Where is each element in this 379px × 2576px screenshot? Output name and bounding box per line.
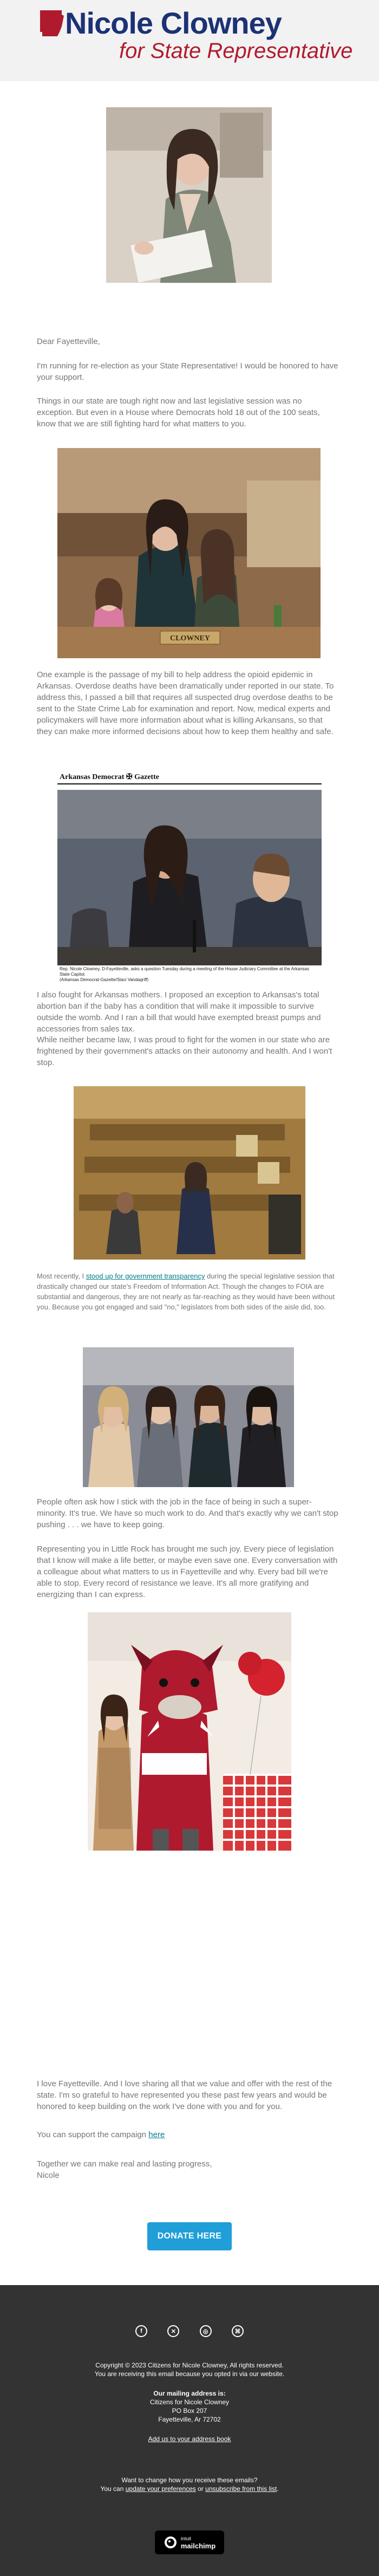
portrait-photo <box>106 107 272 283</box>
instagram-icon[interactable]: ◎ <box>200 2325 212 2337</box>
footer-po-box: PO Box 207 <box>172 2407 207 2415</box>
supporters-group-photo <box>83 1347 294 1487</box>
mailchimp-icon <box>164 2535 178 2549</box>
razorback-mascot-photo <box>88 1612 291 1851</box>
email-footer <box>0 2285 379 2576</box>
paragraph-foia: Most recently, I stood up for government transparency during the special legislative session that drastically changed our state's Freedom of Information Act. Though the changes to FOIA are substantial and dangerous, they are not nearly as far-reaching as they would have been without you. Because you got engaged and said "no," legislators from both sides of the aisle did, too. <box>37 1272 335 1311</box>
donate-button[interactable]: DONATE HERE <box>147 2222 232 2250</box>
newspaper-caption: Rep. Nicole Clowney, D-Fayetteville, asks a question Tuesday during a meeting of the House Judiciary Committee at the Arkansas State Capitol. <box>60 966 309 977</box>
update-preferences-link[interactable]: update your preferences <box>125 2485 196 2493</box>
footer-mailing-label: Our mailing address is: <box>153 2390 226 2397</box>
house-chamber-photo <box>57 448 321 658</box>
paragraph-support: You can support the campaign here <box>37 2130 165 2139</box>
paragraph-opioid-bill: One example is the passage of my bill to help address the opioid epidemic in Arkansas. Overdose deaths have been dramatically under reported in our state. To address this, I passed a bill that requires all suspected drug overdose deaths to be sent to the State Crime Lab for examination and report. Now, medical experts and policymakers will have more information about what is killing Arkansans, so that they can make more informed decisions about how to keep them healthy and safe. <box>37 670 334 736</box>
house-floor-photo <box>74 1086 305 1260</box>
signature: Nicole <box>37 2171 60 2180</box>
x-icon[interactable]: ✕ <box>167 2325 179 2337</box>
newspaper-clipping <box>57 770 322 982</box>
email-header <box>0 0 379 81</box>
newspaper-photo-credit: (Arkansas Democrat-Gazette/Staci Vandagriff) <box>60 977 149 982</box>
support-link[interactable]: here <box>148 2130 165 2139</box>
add-to-address-book-link[interactable]: Add us to your address book <box>148 2435 231 2443</box>
website-icon[interactable]: ⌘ <box>232 2325 244 2337</box>
social-links <box>135 2325 244 2337</box>
candidate-name: Nicole Clowney <box>65 6 282 40</box>
paragraph-love-fayetteville: I love Fayetteville. And I love sharing all that we value and offer with the rest of the state. I'm so grateful to have represented you these past few years and would be honored to keep building on the work I've done with you and for you. <box>37 2079 332 2111</box>
unsubscribe-link[interactable]: unsubscribe from this list <box>205 2485 277 2493</box>
transparency-link[interactable]: stood up for government transparency <box>86 1272 205 1280</box>
paragraph-joy: Representing you in Little Rock has brought me such joy. Every piece of legislation that I know will make a life better, or maybe even save one. Every conversation with a colleague about what matters to us in Fayetteville and why. Every bad bill we're able to stop. Every record of resistance we leave. It's all more gratifying and energizing than I can express. <box>37 1545 338 1599</box>
badge-mailchimp: mailchimp <box>180 2542 216 2550</box>
paragraph-wont-stop: While neither became law, I was proud to fight for the women in our state who are frightened by their government's attacks on their autonomy and health. And I won't stop. <box>37 1035 332 1067</box>
mailchimp-badge[interactable] <box>155 2530 224 2554</box>
paragraph-reelection: I'm running for re-election as your State Representative! I would be honored to have your support. <box>37 361 338 382</box>
facebook-icon[interactable]: f <box>135 2325 147 2337</box>
footer-change-question: Want to change how you receive these emails? <box>121 2476 258 2484</box>
footer-city: Fayetteville, Ar 72702 <box>158 2416 221 2423</box>
arkansas-state-icon <box>38 8 65 40</box>
footer-copyright: Copyright © 2023 Citizens for Nicole Clowney, All rights reserved. <box>95 2361 284 2369</box>
footer-org: Citizens for Nicole Clowney <box>149 2398 230 2406</box>
footer-update-line: You can update your preferences or unsubscribe from this list. <box>100 2485 279 2493</box>
badge-intuit: intuit <box>180 2536 191 2541</box>
newspaper-masthead: Arkansas Democrat ✠ Gazette <box>60 773 159 781</box>
closing-line: Together we can make real and lasting progress, <box>37 2159 212 2169</box>
paragraph-super-minority: People often ask how I stick with the job in the face of being in such a super-minority. It's true. We have so much work to do. And that's exactly why we can't stop pushing . . . we have to keep going. <box>37 1497 338 1529</box>
desk-nameplate: CLOWNEY <box>170 634 210 643</box>
paragraph-tough-times: Things in our state are tough right now and last legislative session was no exception. But even in a House where Democrats hold 18 out of the 100 seats, know that we are still fighting hard for what matters to you. <box>37 397 320 429</box>
campaign-subtitle: for State Representative <box>119 39 353 63</box>
footer-opt-in: You are receiving this email because you opted in via our website. <box>94 2370 285 2378</box>
paragraph-mothers: I also fought for Arkansas mothers. I proposed an exception to Arkansas's total abortion ban if the baby has a condition that will make it impossible to survive outside the womb. And I ran a bill that would have exempted breast pumps and accessories from sales tax. <box>37 990 321 1034</box>
greeting: Dear Fayetteville, <box>37 337 100 346</box>
